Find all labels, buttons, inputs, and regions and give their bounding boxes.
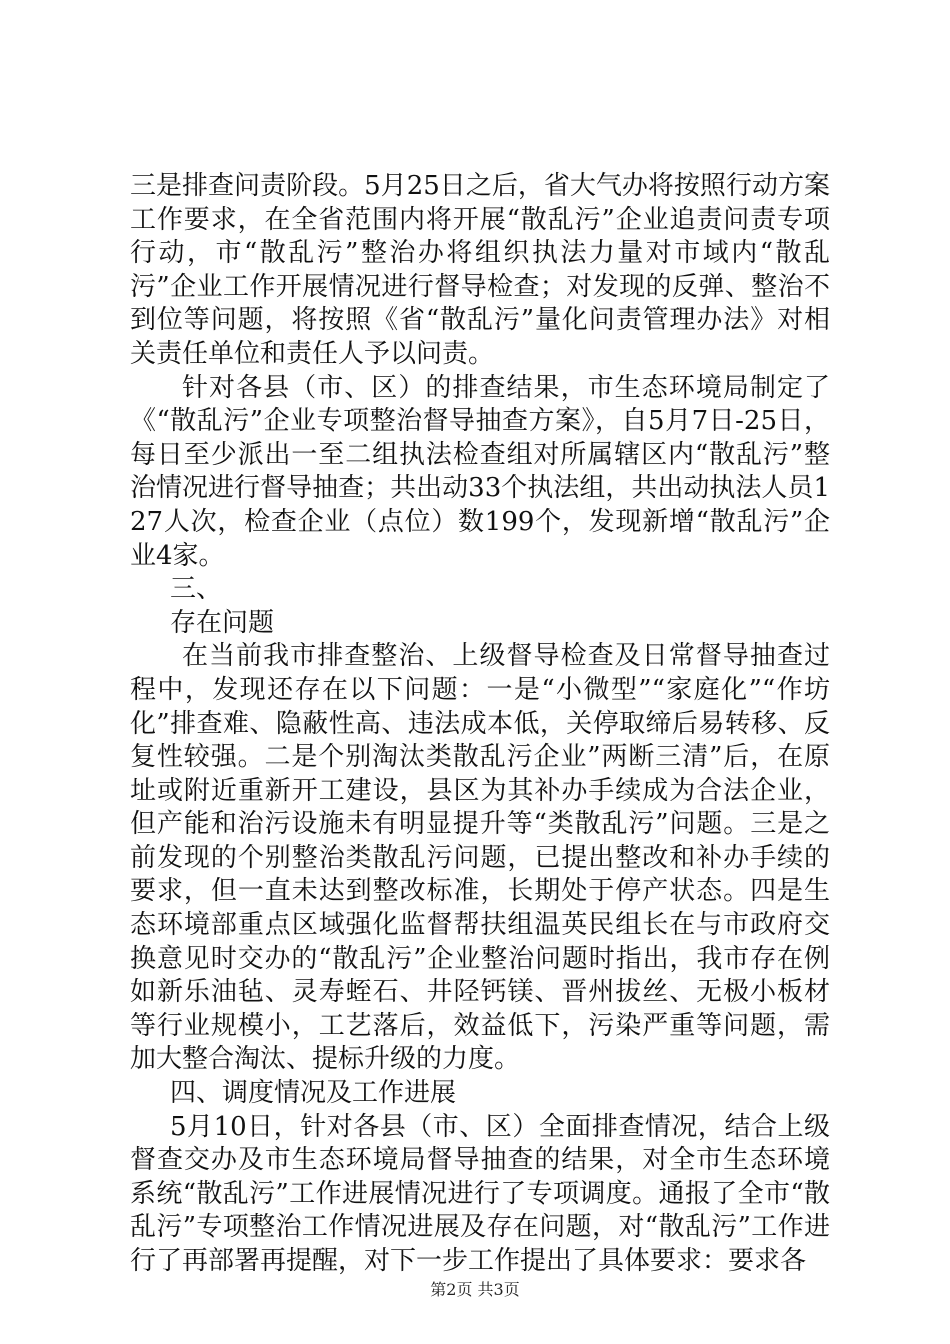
paragraph-problems: 在当前我市排查整治、上级督导检查及日常督导抽查过程中，发现还存在以下问题：一是“小微型”“家庭化”“作坊化”排查难、隐蔽性高、违法成本低，关停取缔后易转移、反复性较强。二是个别淘汰类散乱污企业”两断三清”后，在原址或附近重新开工建设，县区为其补办手续成为合法企业，但产能和治污设施未有明显提升等“类散乱污”问题。三是之前发现的个别整治类散乱污问题，已提出整改和补办手续的要求，但一直未达到整改标准，长期处于停产状态。四是生态环境部重点区域强化监督帮扶组温英民组长在与市政府交换意见时交办的“散乱污”企业整治问题时指出，我市存在例如新乐油毡、灵寿蛭石、井陉钙镁、晋州拔丝、无极小板材等行业规模小，工艺落后，效益低下，污染严重等问题，需加大整合淘汰、提标升级的力度。 xyxy=(130,641,830,1075)
page-indicator: 第2页 共3页 xyxy=(430,1280,520,1299)
section-heading-progress: 四、调度情况及工作进展 xyxy=(170,1078,457,1109)
paragraph-progress: 5月10日，针对各县（市、区）全面排查情况，结合上级督查交办及市生态环境局督导抽查的结果，对全市生态环境系统“散乱污”工作进展情况进行了专项调度。通报了全市“散乱污”专项整治工作情况进展及存在问题，对“散乱污”工作进行了再部署再提醒，对下一步工作提出了具体要求：要求各 xyxy=(130,1111,830,1276)
paragraph-inspection-results: 针对各县（市、区）的排查结果，市生态环境局制定了《“散乱污”企业专项整治督导抽查方案》，自5月7日-25日，每日至少派出一至二组执法检查组对所属辖区内“散乱污”整治情况进行督导抽查；共出动33个执法组，共出动执法人员127人次，检查企业（点位）数199个，发现新增“散乱污”企业4家。 xyxy=(130,372,830,571)
document-body xyxy=(130,170,830,1279)
section-heading-problems: 存在问题 xyxy=(170,607,275,638)
section-number-three: 三、 xyxy=(170,574,223,605)
paragraph-accountability-phase: 三是排查问责阶段。5月25日之后，省大气办将按照行动方案工作要求，在全省范围内将开展“散乱污”企业追责问责专项行动，市“散乱污”整治办将组织执法力量对市域内“散乱污”企业工作开展情况进行督导检查；对发现的反弹、整治不到位等问题，将按照《省“散乱污”量化问责管理办法》对相关责任单位和责任人予以问责。 xyxy=(130,171,830,369)
